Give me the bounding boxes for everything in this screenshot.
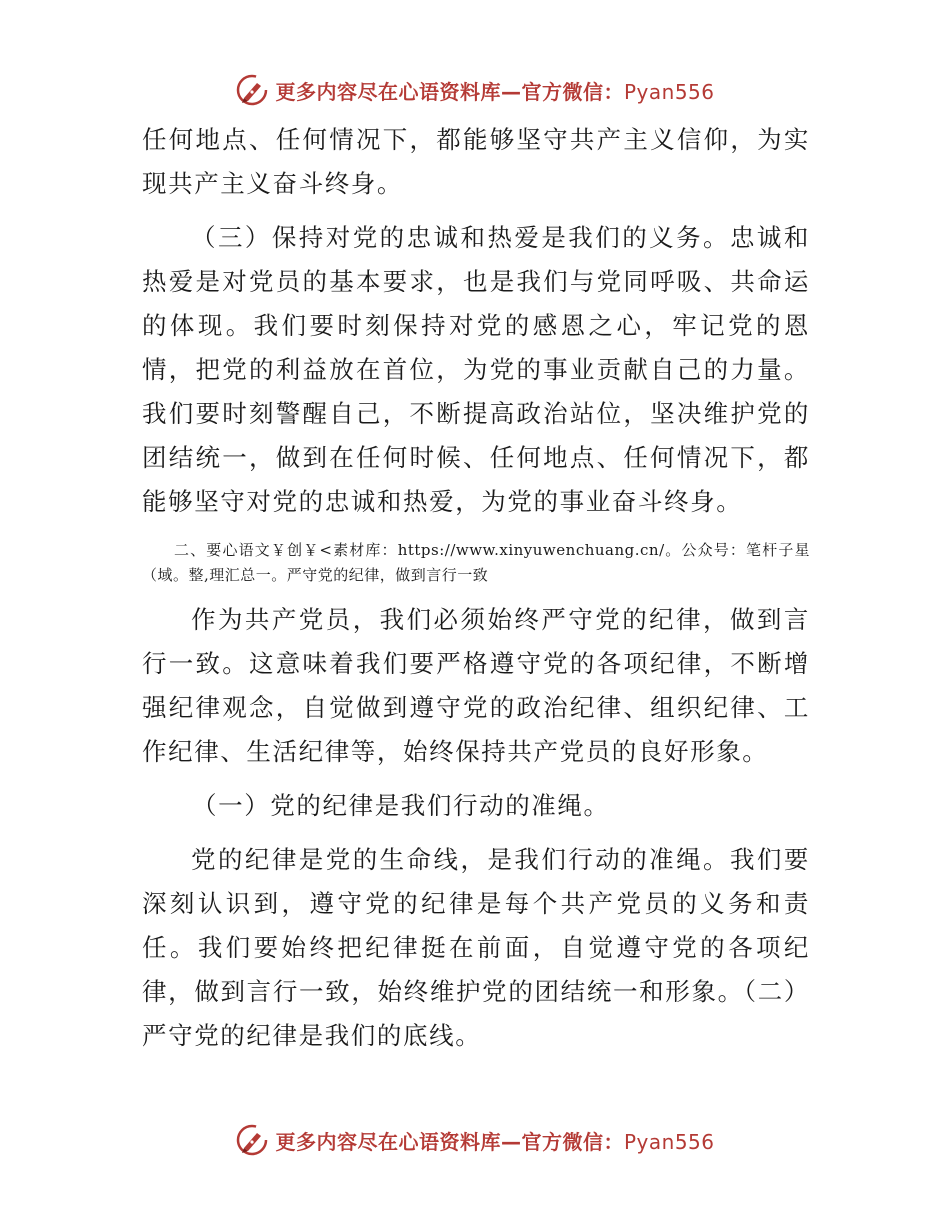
section-heading-two: 二、要心语文￥创￥<素材库：https://www.xinyuwenchuang.cn/。公众号：笔杆子星（域。整,理汇总一。严守党的纪律，做到言行一致 <box>142 541 810 584</box>
watermark-text: 更多内容尽在心语资料库—官方微信：Pyan556 <box>275 1129 715 1154</box>
header-watermark <box>0 70 950 110</box>
watermark-wechat-id: Pyan556 <box>623 79 715 104</box>
paragraph-continuation: 任何地点、任何情况下，都能够坚守共产主义信仰，为实现共产主义奋斗终身。 <box>142 125 810 198</box>
paragraph-discipline-intro: 作为共产党员，我们必须始终严守党的纪律，做到言行一致。这意味着我们要严格遵守党的各项纪律，不断增强纪律观念，自觉做到遵守党的政治纪律、组织纪律、工作纪律、生活纪律等，始终保持共产党员的良好形象。 <box>142 605 810 766</box>
footer-watermark <box>0 1120 950 1160</box>
watermark-text: 更多内容尽在心语资料库—官方微信：Pyan556 <box>275 79 715 104</box>
pen-logo-icon <box>235 73 269 107</box>
document-body <box>142 118 810 1058</box>
paragraph-section-three: （三）保持对党的忠诚和热爱是我们的义务。忠诚和热爱是对党员的基本要求，也是我们与党同呼吸、共命运的体现。我们要时刻保持对党的感恩之心，牢记党的恩情，把党的利益放在首位，为党的事业贡献自己的力量。我们要时刻警醒自己，不断提高政治站位，坚决维护党的团结统一，做到在任何时候、任何地点、任何情况下，都能够坚守对党的忠诚和热爱，为党的事业奋斗终身。 <box>142 223 810 516</box>
pen-logo-icon <box>235 1123 269 1157</box>
watermark-wechat-id: Pyan556 <box>623 1129 715 1154</box>
paragraph-discipline-lifeline: 党的纪律是党的生命线，是我们行动的准绳。我们要深刻认识到，遵守党的纪律是每个共产党员的义务和责任。我们要始终把纪律挺在前面，自觉遵守党的各项纪律，做到言行一致，始终维护党的团结统一和形象。（二）严守党的纪律是我们的底线。 <box>142 845 810 1050</box>
subheading-one: （一）党的纪律是我们行动的准绳。 <box>192 791 610 820</box>
